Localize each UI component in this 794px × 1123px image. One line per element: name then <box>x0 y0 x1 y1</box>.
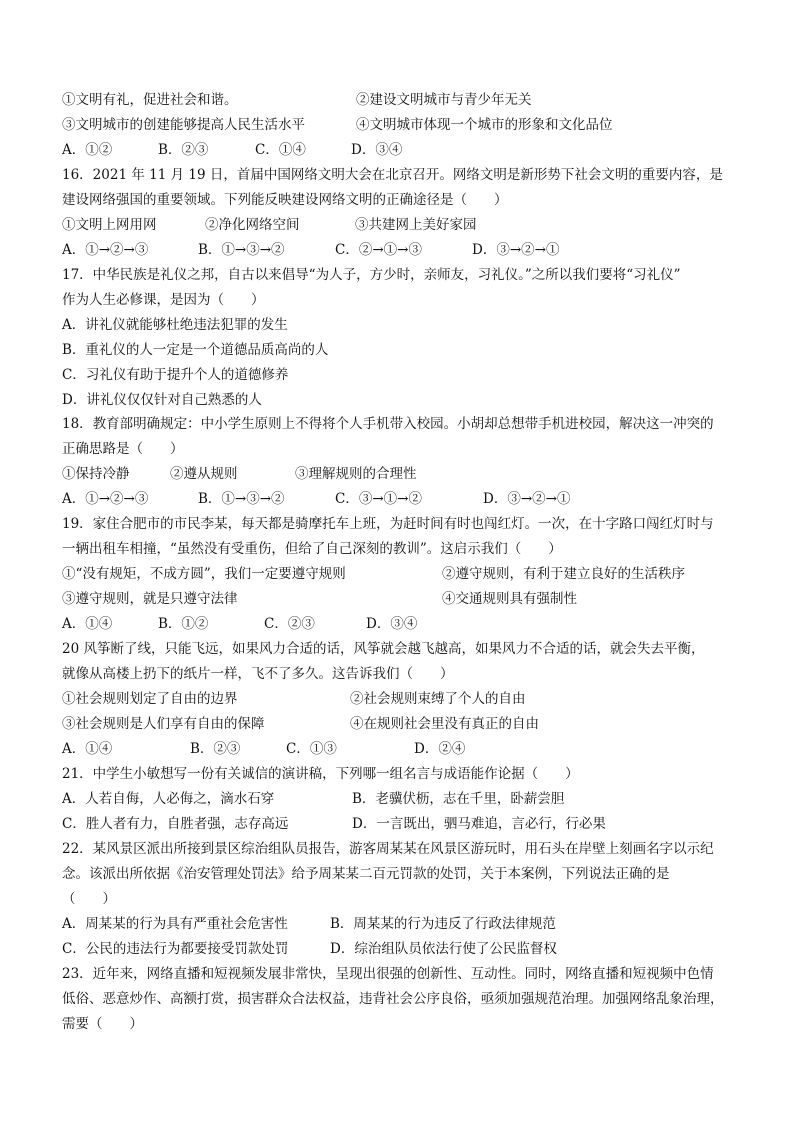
q17-choice-b: B．重礼仪的人一定是一个道德品质高尚的人 <box>62 342 329 358</box>
q20-option-3: ③社会规则是人们享有自由的保障 <box>62 716 265 732</box>
q23-stem-line-1: 23．近年来，网络直播和短视频发展非常快，呈现出很强的创新性、互动性。同时，网络直播和短视频中色情 <box>62 966 714 982</box>
q19-option-2: ②遵守规则，有利于建立良好的生活秩序 <box>442 566 685 582</box>
q20-choice-a: A．①④ <box>62 741 113 757</box>
q15-choice-d: D．③④ <box>351 142 403 158</box>
q16-option-3: ③共建网上美好家园 <box>355 217 477 233</box>
q19-option-4: ④交通规则具有强制性 <box>442 591 577 607</box>
q22-choice-b: B．周某某的行为违反了行政法律规范 <box>330 916 556 932</box>
q22-choice-a: A．周某某的行为具有严重社会危害性 <box>62 916 288 932</box>
q18-option-2: ②遵从规则 <box>170 466 238 482</box>
q22-stem-line-2: 念。该派出所依据《治安管理处罚法》给予周某某二百元罚款的处罚，关于本案例，下列说法正确的是 <box>62 866 670 882</box>
q22-stem-line-3: （ ） <box>62 891 116 907</box>
q16-option-1: ①文明上网用网 <box>62 217 157 233</box>
q15-option-2: ②建设文明城市与青少年无关 <box>356 92 532 108</box>
q19-stem-line-2: 一辆出租车相撞，“虽然没有受重伤，但给了自己深刻的教训”。这启示我们（ ） <box>62 541 562 557</box>
q19-choice-a: A．①④ <box>62 616 113 632</box>
q16-choice-d: D．③→②→① <box>472 242 560 258</box>
q21-stem-line-1: 21．中学生小敏想写一份有关诚信的演讲稿，下列哪一组名言与成语能作论据（ ） <box>62 766 579 782</box>
q18-stem-line-1: 18．教育部明确规定：中小学生原则上不得将个人手机带入校园。小胡却总想带手机进校园，解决这一冲突的 <box>62 416 714 432</box>
q22-stem-line-1: 22．某风景区派出所接到景区综治组队员报告，游客周某某在风景区游玩时，用石头在岸壁上刻画名字以示纪 <box>62 841 714 857</box>
q17-choice-a: A．讲礼仪就能够杜绝违法犯罪的发生 <box>62 317 288 333</box>
q18-choice-c: C．③→①→② <box>335 491 422 507</box>
q15-choice-c: C．①④ <box>255 142 306 158</box>
q18-option-3: ③理解规则的合理性 <box>295 466 417 482</box>
q20-stem-line-1: 20 风筝断了线，只能飞远，如果风力合适的话，风筝就会越飞越高，如果风力不合适的话，就会失去平衡， <box>62 641 705 657</box>
q19-option-1: ①“没有规矩，不成方圆”，我们一定要遵守规则 <box>62 566 346 582</box>
q20-option-2: ②社会规则束缚了个人的自由 <box>350 691 526 707</box>
q19-choice-d: D．③④ <box>366 616 418 632</box>
q15-choice-b: B．②③ <box>158 142 209 158</box>
q23-stem-line-3: 需要（ ） <box>62 1016 143 1032</box>
q17-choice-c: C．习礼仪有助于提升个人的道德修养 <box>62 367 289 383</box>
q22-choice-c: C．公民的违法行为都要接受罚款处罚 <box>62 941 289 957</box>
q21-choice-c: C．胜人者有力，自胜者强，志存高远 <box>62 816 289 832</box>
q20-choice-d: D．②④ <box>414 741 466 757</box>
q21-choice-a: A．人若自侮，人必侮之，滴水石穿 <box>62 791 275 807</box>
q17-stem-line-1: 17．中华民族是礼仪之邦，自古以来倡导“为人子，方少时，亲师友，习礼仪。”之所以我们要将“习礼仪” <box>62 267 681 283</box>
q15-option-3: ③文明城市的创建能够提高人民生活水平 <box>62 117 305 133</box>
q21-choice-d: D．一言既出，驷马难追，言必行，行必果 <box>352 816 606 832</box>
q21-choice-b: B．老骥伏枥，志在千里，卧薪尝胆 <box>352 791 565 807</box>
q16-stem-line-1: 16．2021 年 11 月 19 日，首届中国网络文明大会在北京召开。网络文明是新形势下社会文明的重要内容，是 <box>62 167 723 183</box>
q17-stem-line-2: 作为人生必修课，是因为（ ） <box>62 292 265 308</box>
q16-option-2: ②净化网络空间 <box>205 217 300 233</box>
q16-stem-line-2: 建设网络强国的重要领域。下列能反映建设网络文明的正确途径是（ ） <box>62 192 508 208</box>
q20-option-1: ①社会规则划定了自由的边界 <box>62 691 238 707</box>
q15-option-1: ①文明有礼，促进社会和谐。 <box>62 92 238 108</box>
q18-option-1: ①保持冷静 <box>62 466 130 482</box>
q19-stem-line-1: 19．家住合肥市的市民李某，每天都是骑摩托车上班，为赶时间有时也闯红灯。一次，在十字路口闯红灯时与 <box>62 516 714 532</box>
q20-option-4: ④在规则社会里没有真正的自由 <box>350 716 539 732</box>
q17-choice-d: D．讲礼仪仅仅针对自己熟悉的人 <box>62 392 262 408</box>
q22-choice-d: D．综治组队员依法行使了公民监督权 <box>330 941 557 957</box>
q16-choice-b: B．①→③→② <box>198 242 285 258</box>
q15-option-4: ④文明城市体现一个城市的形象和文化品位 <box>356 117 613 133</box>
q18-choice-a: A．①→②→③ <box>62 491 149 507</box>
q19-choice-b: B．①② <box>158 616 209 632</box>
q16-choice-c: C．②→①→③ <box>335 242 422 258</box>
q20-stem-line-2: 就像从高楼上扔下的纸片一样，飞不了多久。这告诉我们（ ） <box>62 666 454 682</box>
q18-choice-b: B．①→③→② <box>198 491 285 507</box>
q19-option-3: ③遵守规则，就是只遵守法律 <box>62 591 238 607</box>
q20-choice-b: B．②③ <box>190 741 241 757</box>
q20-choice-c: C．①③ <box>286 741 337 757</box>
q18-stem-line-2: 正确思路是（ ） <box>62 441 184 457</box>
q23-stem-line-2: 低俗、恶意炒作、高额打赏，损害群众合法权益，违背社会公序良俗，亟须加强规范治理。加强网络乱象治理， <box>62 991 724 1007</box>
q19-choice-c: C．②③ <box>264 616 315 632</box>
q16-choice-a: A．①→②→③ <box>62 242 149 258</box>
q15-choice-a: A．①② <box>62 142 113 158</box>
q18-choice-d: D．③→②→① <box>483 491 571 507</box>
